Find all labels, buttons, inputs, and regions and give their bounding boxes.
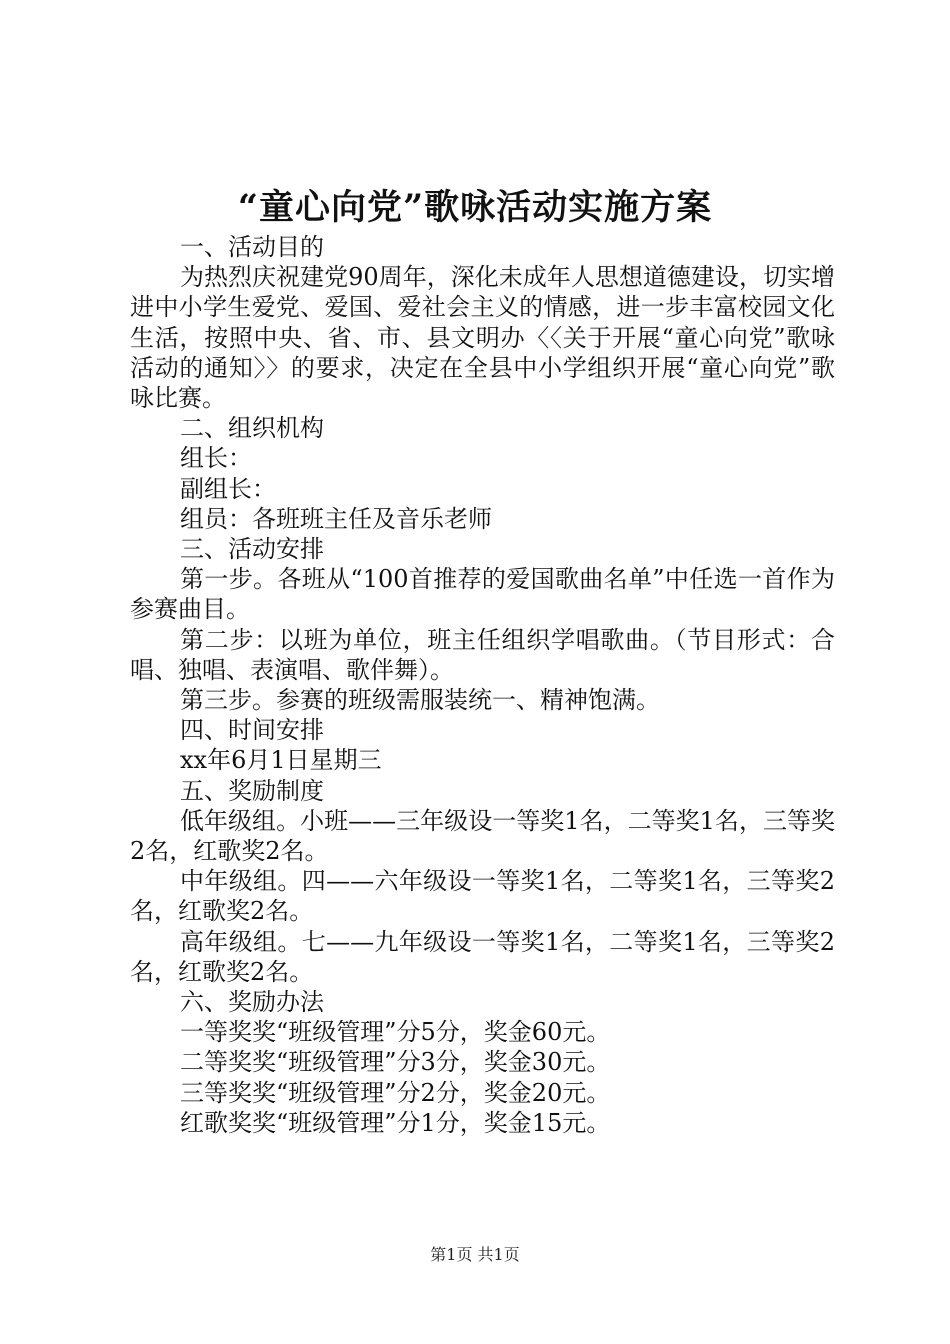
- members-line: 组员：各班班主任及音乐老师: [180, 504, 492, 533]
- third-prize-reward: 三等奖奖“班级管理”分2分，奖金20元。: [180, 1078, 611, 1107]
- schedule-date: xx年6月1日星期三: [180, 746, 382, 775]
- second-prize-reward: 二等奖奖“班级管理”分3分，奖金30元。: [180, 1048, 611, 1077]
- award-upper-grades: 高年级组。七——九年级设一等奖1名，二等奖1名，三等奖2名，红歌奖2名。: [130, 927, 835, 986]
- document-body: [130, 232, 835, 1138]
- step-three-paragraph: 第三步。参赛的班级需服装统一、精神饱满。: [180, 686, 660, 715]
- document-title: “童心向党”歌咏活动实施方案: [237, 187, 713, 228]
- section-heading-purpose: 一、活动目的: [180, 233, 324, 261]
- section-heading-organization: 二、组织机构: [180, 414, 324, 443]
- section-heading-award-method: 六、奖励办法: [180, 988, 324, 1017]
- section-heading-arrangement: 三、活动安排: [180, 535, 324, 564]
- page-footer: 第1页 共1页: [430, 1245, 520, 1264]
- award-lower-grades: 低年级组。小班——三年级设一等奖1名，二等奖1名，三等奖2名，红歌奖2名。: [130, 806, 835, 866]
- first-prize-reward: 一等奖奖“班级管理”分5分，奖金60元。: [180, 1018, 611, 1047]
- section-heading-award-system: 五、奖励制度: [180, 776, 324, 805]
- red-song-prize-reward: 红歌奖奖“班级管理”分1分，奖金15元。: [180, 1108, 611, 1137]
- step-one-paragraph: 第一步。各班从“100首推荐的爱国歌曲名单”中任选一首作为参赛曲目。: [130, 565, 835, 624]
- section-heading-schedule: 四、时间安排: [180, 716, 324, 745]
- group-leader-line: 组长：: [180, 444, 252, 473]
- purpose-paragraph: 为热烈庆祝建党90周年，深化未成年人思想道德建设，切实增进中小学生爱党、爱国、爱社会主义的情感，进一步丰富校园文化生活，按照中央、省、市、县文明办〈〈关于开展“童心向党”歌咏活动的通知〉〉的要求，决定在全县中小学组织开展“童心向党”歌咏比赛。: [130, 263, 835, 413]
- step-two-paragraph: 第二步：以班为单位，班主任组织学唱歌曲。（节目形式：合唱、独唱、表演唱、歌伴舞）。: [130, 625, 835, 684]
- award-middle-grades: 中年级组。四——六年级设一等奖1名，二等奖1名，三等奖2名，红歌奖2名。: [130, 867, 835, 926]
- deputy-leader-line: 副组长：: [180, 474, 276, 503]
